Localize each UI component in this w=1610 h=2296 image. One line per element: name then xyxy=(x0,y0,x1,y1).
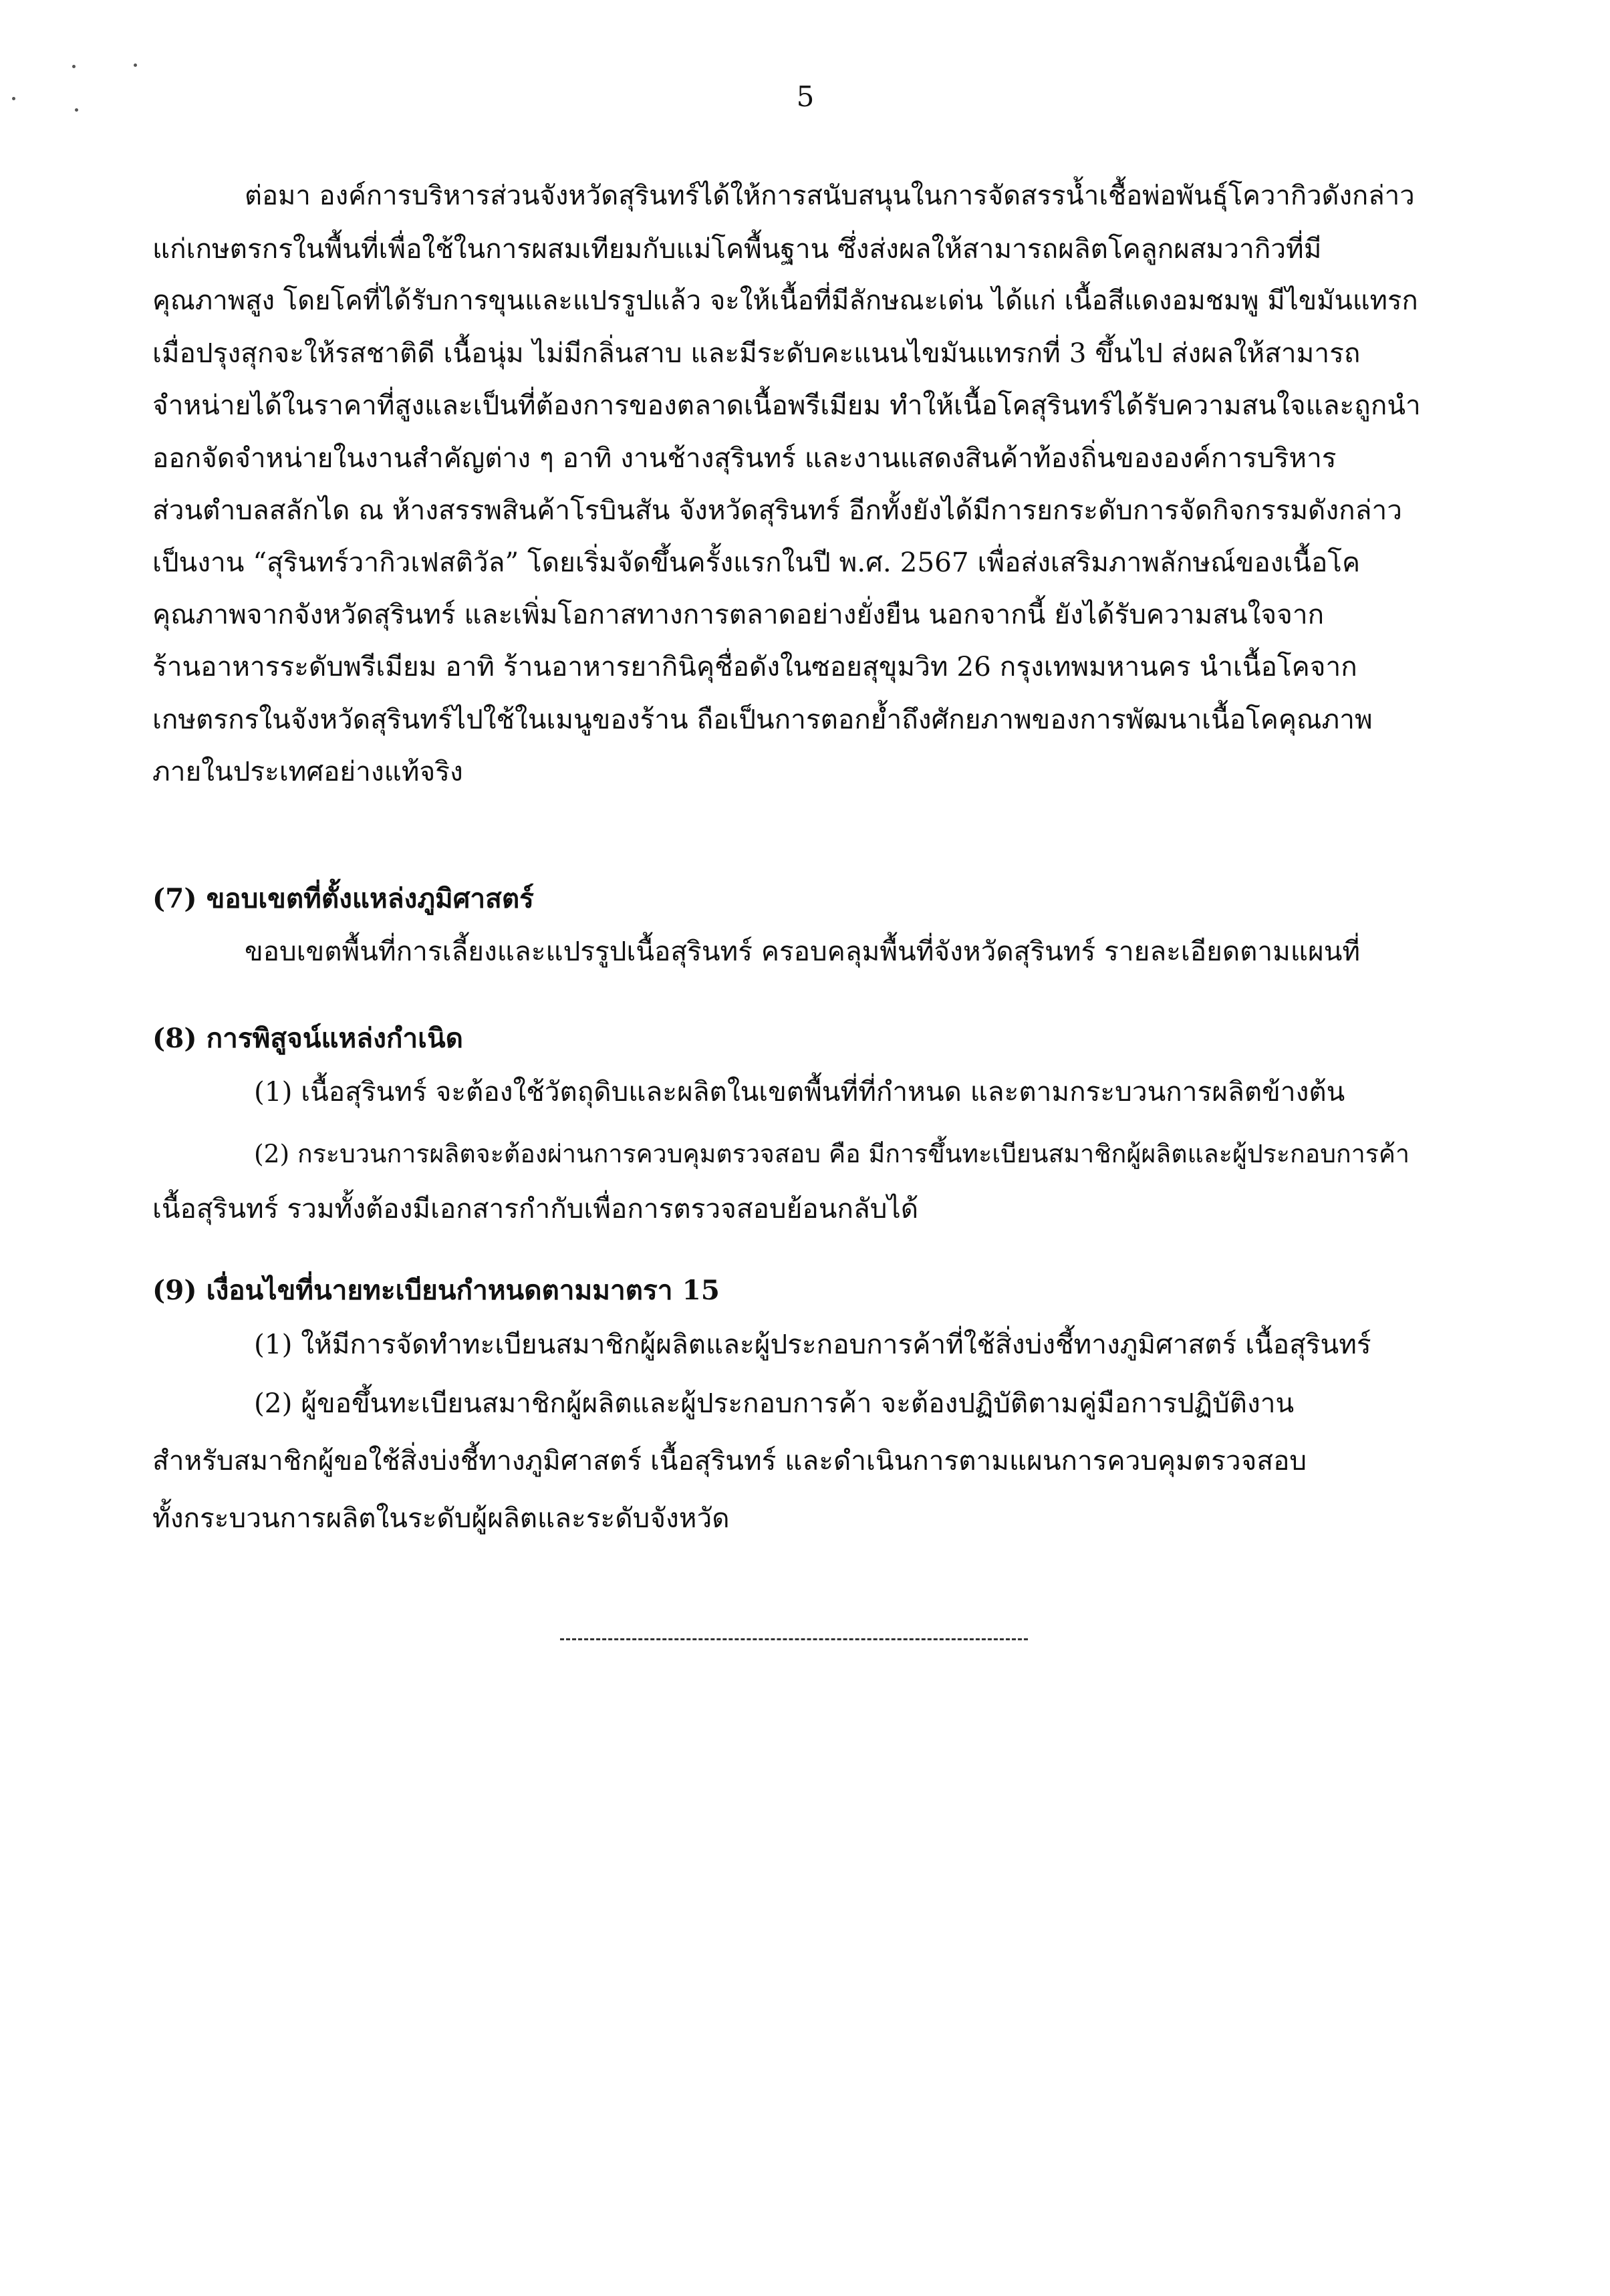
scan-speck xyxy=(72,65,76,68)
section-8-item-2-line-2: เนื้อสุรินทร์ รวมทั้งต้องมีเอกสารกำกับเพื่อการตรวจสอบย้อนกลับได้ xyxy=(152,1192,919,1225)
scan-speck xyxy=(12,97,15,100)
section-7-heading: (7) ขอบเขตที่ตั้งแหล่งภูมิศาสตร์ xyxy=(152,882,534,914)
paragraph-1-line: เกษตรกรในจังหวัดสุรินทร์ไปใช้ในเมนูของร้าน ถือเป็นการตอกย้ำถึงศักยภาพของการพัฒนาเนื้อโคคุณภาพ xyxy=(152,703,1373,735)
paragraph-1-line: จำหน่ายได้ในราคาที่สูงและเป็นที่ต้องการของตลาดเนื้อพรีเมียม ทำให้เนื้อโคสุรินทร์ได้รับความสนใจและถูกนำ xyxy=(152,389,1421,421)
section-8-item-1: (1) เนื้อสุรินทร์ จะต้องใช้วัตถุดิบและผลิตในเขตพื้นที่ที่กำหนด และตามกระบวนการผลิตข้างต้น xyxy=(254,1075,1345,1108)
end-divider xyxy=(560,1638,1028,1640)
section-9-heading: (9) เงื่อนไขที่นายทะเบียนกำหนดตามมาตรา 15 xyxy=(152,1274,720,1306)
section-9-item-2-line-2: สำหรับสมาชิกผู้ขอใช้สิ่งบ่งชี้ทางภูมิศาสตร์ เนื้อสุรินทร์ และดำเนินการตามแผนการควบคุมตรวจสอบ xyxy=(152,1444,1307,1477)
section-9-item-1: (1) ให้มีการจัดทำทะเบียนสมาชิกผู้ผลิตและผู้ประกอบการค้าที่ใช้สิ่งบ่งชี้ทางภูมิศาสตร์ เนื้อสุรินทร์ xyxy=(254,1328,1371,1360)
section-9-item-2-line-3: ทั้งกระบวนการผลิตในระดับผู้ผลิตและระดับจังหวัด xyxy=(152,1502,730,1534)
section-8-heading: (8) การพิสูจน์แหล่งกำเนิด xyxy=(152,1022,463,1054)
paragraph-1-line: ออกจัดจำหน่ายในงานสำคัญต่าง ๆ อาทิ งานช้างสุรินทร์ และงานแสดงสินค้าท้องถิ่นขององค์การบริหาร xyxy=(152,442,1337,474)
paragraph-1-line: ต่อมา องค์การบริหารส่วนจังหวัดสุรินทร์ได้ให้การสนับสนุนในการจัดสรรน้ำเชื้อพ่อพันธุ์โควากิวดังกล่าว xyxy=(245,180,1415,211)
paragraph-1-line: ร้านอาหารระดับพรีเมียม อาทิ ร้านอาหารยากินิคุชื่อดังในซอยสุขุมวิท 26 กรุงเทพมหานคร นำเนื้อโคจาก xyxy=(152,650,1357,682)
section-9-item-2-line-1: (2) ผู้ขอขึ้นทะเบียนสมาชิกผู้ผลิตและผู้ประกอบการค้า จะต้องปฏิบัติตามคู่มือการปฏิบัติงาน xyxy=(254,1387,1295,1419)
page-number: 5 xyxy=(796,80,815,113)
scan-speck xyxy=(75,108,78,112)
paragraph-1-line: คุณภาพสูง โดยโคที่ได้รับการขุนและแปรรูปแล้ว จะให้เนื้อที่มีลักษณะเด่น ได้แก่ เนื้อสีแดงอมชมพู มีไขมันแทรก xyxy=(152,285,1418,316)
scan-speck xyxy=(134,63,137,67)
paragraph-1-line: เป็นงาน “สุรินทร์วากิวเฟสติวัล” โดยเริ่มจัดขึ้นครั้งแรกในปี พ.ศ. 2567 เพื่อส่งเสริมภาพลักษณ์ของเนื้อโค xyxy=(152,546,1361,578)
section-7-text: ขอบเขตพื้นที่การเลี้ยงและแปรรูปเนื้อสุรินทร์ ครอบคลุมพื้นที่จังหวัดสุรินทร์ รายละเอียดตามแผนที่ xyxy=(245,935,1361,967)
section-8-item-2-line-1: (2) กระบวนการผลิตจะต้องผ่านการควบคุมตรวจสอบ คือ มีการขึ้นทะเบียนสมาชิกผู้ผลิตและผู้ประกอบการค้า xyxy=(254,1139,1410,1168)
paragraph-1-line: ส่วนตำบลสลักได ณ ห้างสรรพสินค้าโรบินสัน จังหวัดสุรินทร์ อีกทั้งยังได้มีการยกระดับการจัดกิจกรรมดังกล่าว xyxy=(152,494,1402,526)
paragraph-1-line: แก่เกษตรกรในพื้นที่เพื่อใช้ในการผสมเทียมกับแม่โคพื้นฐาน ซึ่งส่งผลให้สามารถผลิตโคลูกผสมวากิวที่มี xyxy=(152,233,1322,265)
paragraph-1-line: คุณภาพจากจังหวัดสุรินทร์ และเพิ่มโอกาสทางการตลาดอย่างยั่งยืน นอกจากนี้ ยังได้รับความสนใจจาก xyxy=(152,598,1325,630)
paragraph-1-line: ภายในประเทศอย่างแท้จริง xyxy=(152,755,463,787)
paragraph-1-line: เมื่อปรุงสุกจะให้รสชาติดี เนื้อนุ่ม ไม่มีกลิ่นสาบ และมีระดับคะแนนไขมันแทรกที่ 3 ขึ้นไป ส่งผลให้สามารถ xyxy=(152,337,1361,369)
